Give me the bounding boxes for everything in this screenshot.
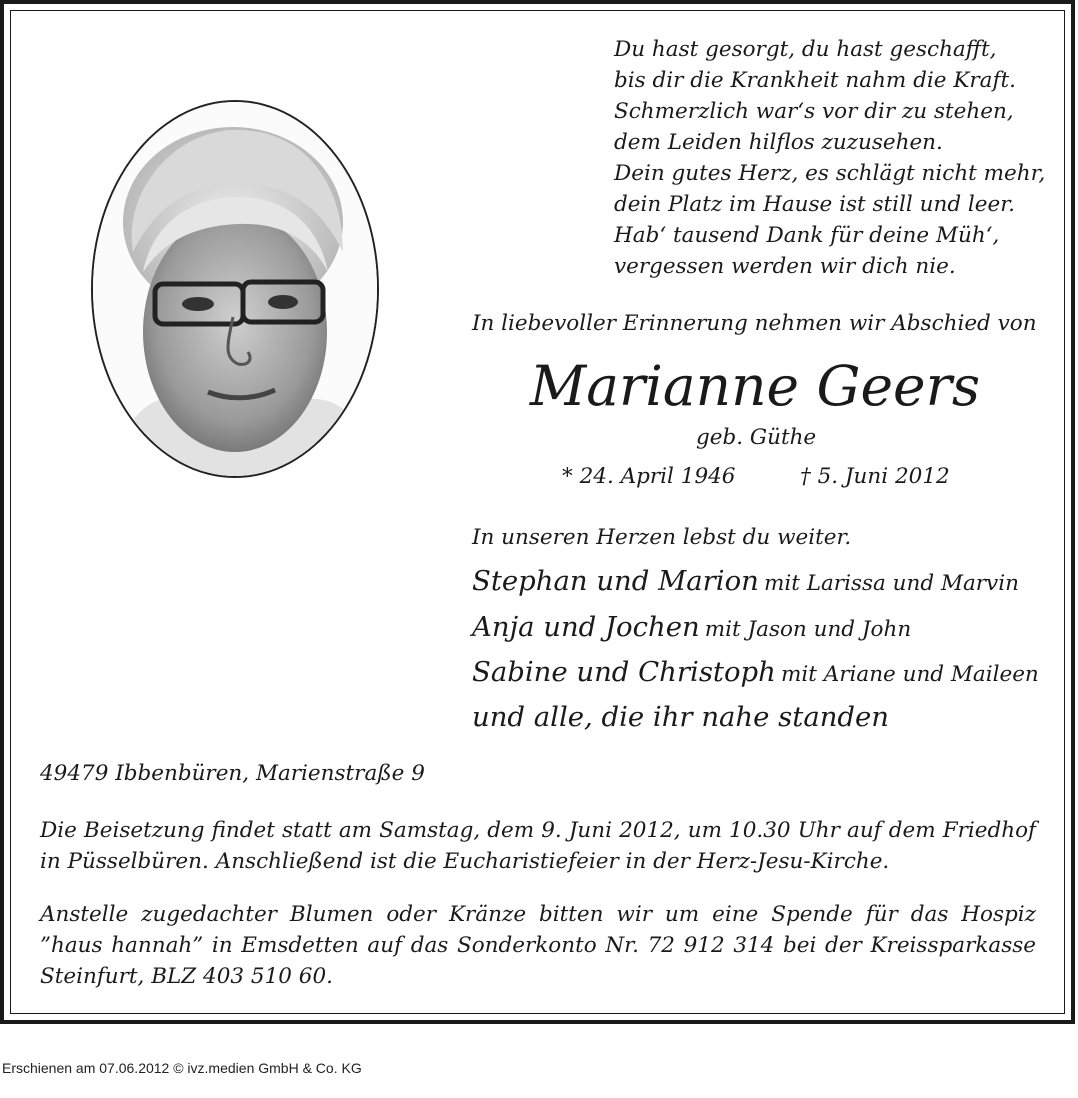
family-children: mit Larissa und Marvin bbox=[763, 571, 1019, 596]
donation-line: Anstelle zugedachter Blumen oder Kränze bitten wir um eine Spende für das Hospiz bbox=[40, 902, 1036, 927]
donation-notice bbox=[40, 899, 1036, 992]
poem-line: Hab‘ tausend Dank für deine Müh‘, bbox=[614, 223, 1000, 248]
poem-line: Du hast gesorgt, du hast geschafft, bbox=[614, 37, 997, 62]
family-names: Sabine und Christoph bbox=[472, 656, 776, 688]
family-line bbox=[472, 611, 911, 643]
family-line bbox=[472, 565, 1019, 597]
intro-line: In liebevoller Erinnerung nehmen wir Abschied von bbox=[472, 311, 1037, 336]
poem-line: dem Leiden hilflos zuzusehen. bbox=[614, 130, 943, 155]
maiden-name: geb. Güthe bbox=[696, 425, 817, 450]
family-line bbox=[472, 656, 1039, 688]
birth-date: * 24. April 1946 bbox=[562, 464, 736, 489]
portrait-illustration bbox=[93, 102, 377, 476]
poem-line: Dein gutes Herz, es schlägt nicht mehr, bbox=[614, 161, 1046, 186]
poem-line: Schmerzlich war‘s vor dir zu stehen, bbox=[614, 99, 1014, 124]
family-names: Stephan und Marion bbox=[472, 565, 759, 597]
publication-footer: Erschienen am 07.06.2012 © ivz.medien GmbH & Co. KG bbox=[2, 1060, 362, 1076]
heart-line: In unseren Herzen lebst du weiter. bbox=[472, 525, 852, 550]
family-children: mit Jason und John bbox=[704, 617, 912, 642]
poem bbox=[614, 34, 1045, 282]
funeral-line: Die Beisetzung findet statt am Samstag, dem 9. Juni 2012, um 10.30 Uhr auf dem Friedhof bbox=[40, 818, 1036, 843]
family-children: mit Ariane und Maileen bbox=[780, 662, 1039, 687]
funeral-notice bbox=[40, 815, 1036, 877]
death-date: † 5. Juni 2012 bbox=[800, 464, 950, 489]
donation-line: ”haus hannah” in Emsdetten auf das Sonderkonto Nr. 72 912 314 bei der Kreissparkasse bbox=[40, 933, 1036, 958]
address: 49479 Ibbenbüren, Marienstraße 9 bbox=[40, 761, 425, 786]
family-line bbox=[472, 701, 889, 733]
poem-line: vergessen werden wir dich nie. bbox=[614, 254, 956, 279]
deceased-name: Marianne Geers bbox=[529, 354, 981, 418]
family-names: und alle, die ihr nahe standen bbox=[472, 701, 890, 733]
poem-line: dein Platz im Hause ist still und leer. bbox=[614, 192, 1015, 217]
donation-line: Steinfurt, BLZ 403 510 60. bbox=[40, 964, 333, 989]
funeral-line: in Püsselbüren. Anschließend ist die Eucharistiefeier in der Herz-Jesu-Kirche. bbox=[40, 849, 890, 874]
poem-line: bis dir die Krankheit nahm die Kraft. bbox=[614, 68, 1016, 93]
family-names: Anja und Jochen bbox=[472, 611, 700, 643]
portrait-photo bbox=[91, 100, 379, 478]
